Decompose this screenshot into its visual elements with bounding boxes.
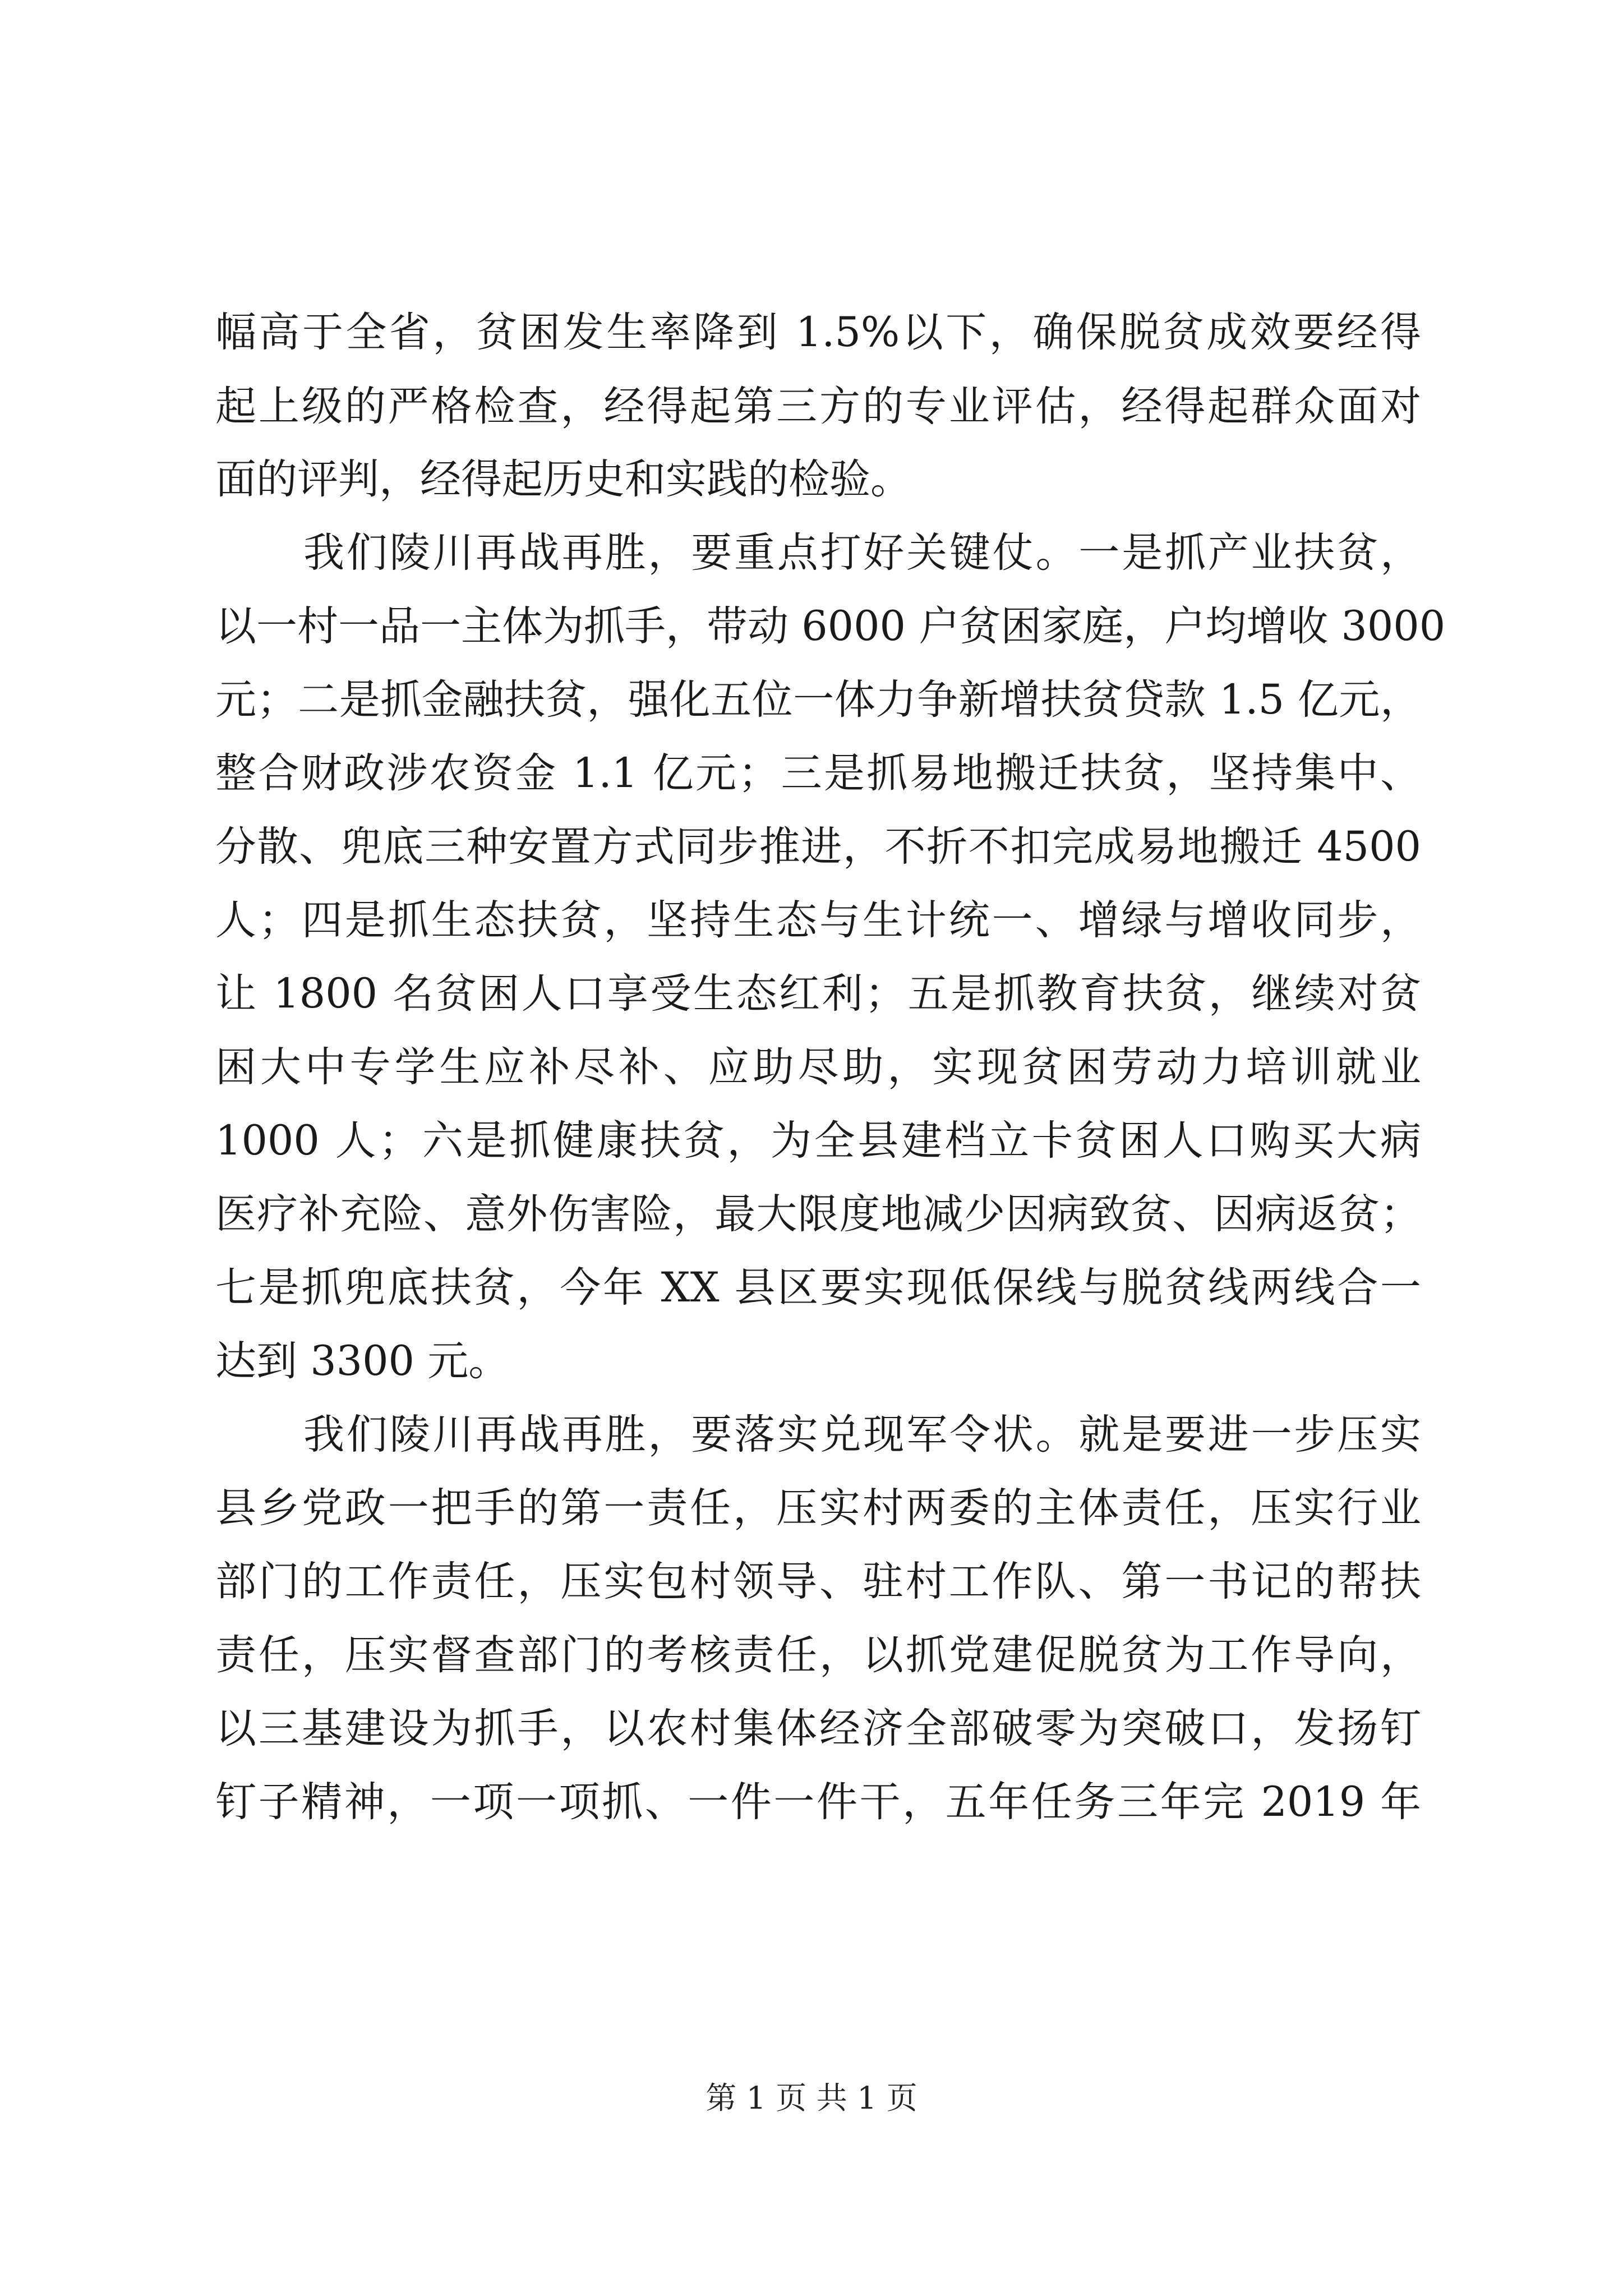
text-line: 钉子精神，一项一项抓、一件一件干，五年任务三年完 2019 年 xyxy=(215,1778,1421,1826)
text-line: 以三基建设为抓手，以农村集体经济全部破零为突破口，发扬钉 xyxy=(215,1705,1421,1752)
paragraph-start-line: 我们陵川再战再胜，要重点打好关键仗。一是抓产业扶贫， xyxy=(303,529,1421,577)
text-line: 元；二是抓金融扶贫，强化五位一体力争新增扶贫贷款 1.5 亿元， xyxy=(215,676,1421,724)
text-line: 七是抓兜底扶贫，今年 XX 县区要实现低保线与脱贫线两线合一 xyxy=(215,1264,1421,1312)
text-line: 1000 人；六是抓健康扶贫，为全县建档立卡贫困人口购买大病 xyxy=(215,1117,1421,1165)
page-footer: 第 1 页 共 1 页 xyxy=(706,2080,917,2116)
text-line: 幅高于全省，贫困发生率降到 1.5%以下，确保脱贫成效要经得 xyxy=(215,309,1421,356)
text-line: 面的评判，经得起历史和实践的检验。 xyxy=(215,455,911,503)
text-line: 医疗补充险、意外伤害险，最大限度地减少因病致贫、因病返贫； xyxy=(215,1190,1421,1238)
text-line: 责任，压实督查部门的考核责任，以抓党建促脱贫为工作导向， xyxy=(215,1631,1421,1679)
text-line: 困大中专学生应补尽补、应助尽助，实现贫困劳动力培训就业 xyxy=(215,1043,1421,1091)
paragraph-start-line: 我们陵川再战再胜，要落实兑现军令状。就是要进一步压实 xyxy=(303,1411,1421,1458)
text-line: 整合财政涉农资金 1.1 亿元；三是抓易地搬迁扶贫，坚持集中、 xyxy=(215,749,1421,797)
text-line: 让 1800 名贫困人口享受生态红利；五是抓教育扶贫，继续对贫 xyxy=(215,970,1421,1018)
text-line: 起上级的严格检查，经得起第三方的专业评估，经得起群众面对 xyxy=(215,383,1421,430)
text-line: 人；四是抓生态扶贫，坚持生态与生计统一、增绿与增收同步， xyxy=(215,896,1421,944)
text-line: 以一村一品一主体为抓手，带动 6000 户贫困家庭，户均增收 3000 xyxy=(215,602,1446,650)
text-line: 分散、兜底三种安置方式同步推进，不折不扣完成易地搬迁 4500 xyxy=(215,823,1421,871)
text-line: 部门的工作责任，压实包村领导、驻村工作队、第一书记的帮扶 xyxy=(215,1558,1421,1605)
text-line: 达到 3300 元。 xyxy=(215,1337,510,1385)
text-line: 县乡党政一把手的第一责任，压实村两委的主体责任，压实行业 xyxy=(215,1484,1421,1532)
